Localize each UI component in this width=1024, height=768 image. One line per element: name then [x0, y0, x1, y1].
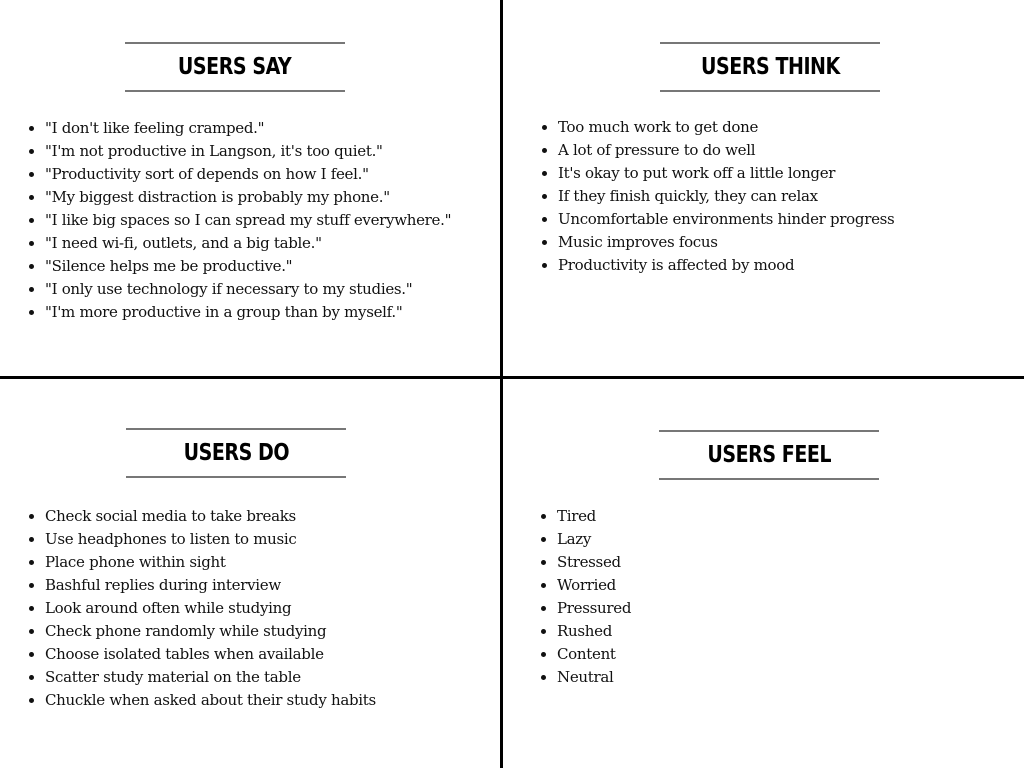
list-item: If they finish quickly, they can relax — [538, 185, 894, 208]
list-item: "Productivity sort of depends on how I feel." — [25, 163, 451, 186]
vertical-divider — [500, 0, 503, 768]
quadrant-list-do — [25, 505, 376, 712]
quadrant-list-feel — [537, 505, 631, 689]
list-item: Check phone randomly while studying — [25, 620, 376, 643]
quadrant-header-say — [125, 42, 345, 92]
quadrant-list-think — [538, 116, 894, 277]
list-item: Uncomfortable environments hinder progress — [538, 208, 894, 231]
list-item: Lazy — [537, 528, 631, 551]
list-item: A lot of pressure to do well — [538, 139, 894, 162]
list-item: "Silence helps me be productive." — [25, 255, 451, 278]
list-item: Pressured — [537, 597, 631, 620]
list-item: Rushed — [537, 620, 631, 643]
quadrant-header-think — [660, 42, 880, 92]
horizontal-divider — [0, 376, 1024, 379]
list-item: Scatter study material on the table — [25, 666, 376, 689]
list-item: "I only use technology if necessary to my studies." — [25, 278, 451, 301]
quadrant-title-feel: USERS FEEL — [707, 442, 831, 468]
list-item: Chuckle when asked about their study habits — [25, 689, 376, 712]
quadrant-header-feel — [659, 430, 879, 480]
list-item: Place phone within sight — [25, 551, 376, 574]
quadrant-title-say: USERS SAY — [178, 54, 292, 80]
quadrant-header-do — [126, 428, 346, 478]
quadrant-list-say — [25, 117, 451, 324]
list-item: "I need wi-fi, outlets, and a big table." — [25, 232, 451, 255]
list-item: "I'm not productive in Langson, it's too quiet." — [25, 140, 451, 163]
list-item: "My biggest distraction is probably my phone." — [25, 186, 451, 209]
list-item: Choose isolated tables when available — [25, 643, 376, 666]
list-item: Music improves focus — [538, 231, 894, 254]
list-item: Neutral — [537, 666, 631, 689]
list-item: Use headphones to listen to music — [25, 528, 376, 551]
list-item: "I'm more productive in a group than by myself." — [25, 301, 451, 324]
list-item: Bashful replies during interview — [25, 574, 376, 597]
list-item: Content — [537, 643, 631, 666]
list-item: Tired — [537, 505, 631, 528]
list-item: Stressed — [537, 551, 631, 574]
list-item: It's okay to put work off a little longer — [538, 162, 894, 185]
list-item: Too much work to get done — [538, 116, 894, 139]
quadrant-title-think: USERS THINK — [700, 54, 840, 80]
list-item: Look around often while studying — [25, 597, 376, 620]
list-item: "I like big spaces so I can spread my stuff everywhere." — [25, 209, 451, 232]
list-item: "I don't like feeling cramped." — [25, 117, 451, 140]
quadrant-title-do: USERS DO — [183, 440, 289, 466]
list-item: Worried — [537, 574, 631, 597]
list-item: Check social media to take breaks — [25, 505, 376, 528]
list-item: Productivity is affected by mood — [538, 254, 894, 277]
